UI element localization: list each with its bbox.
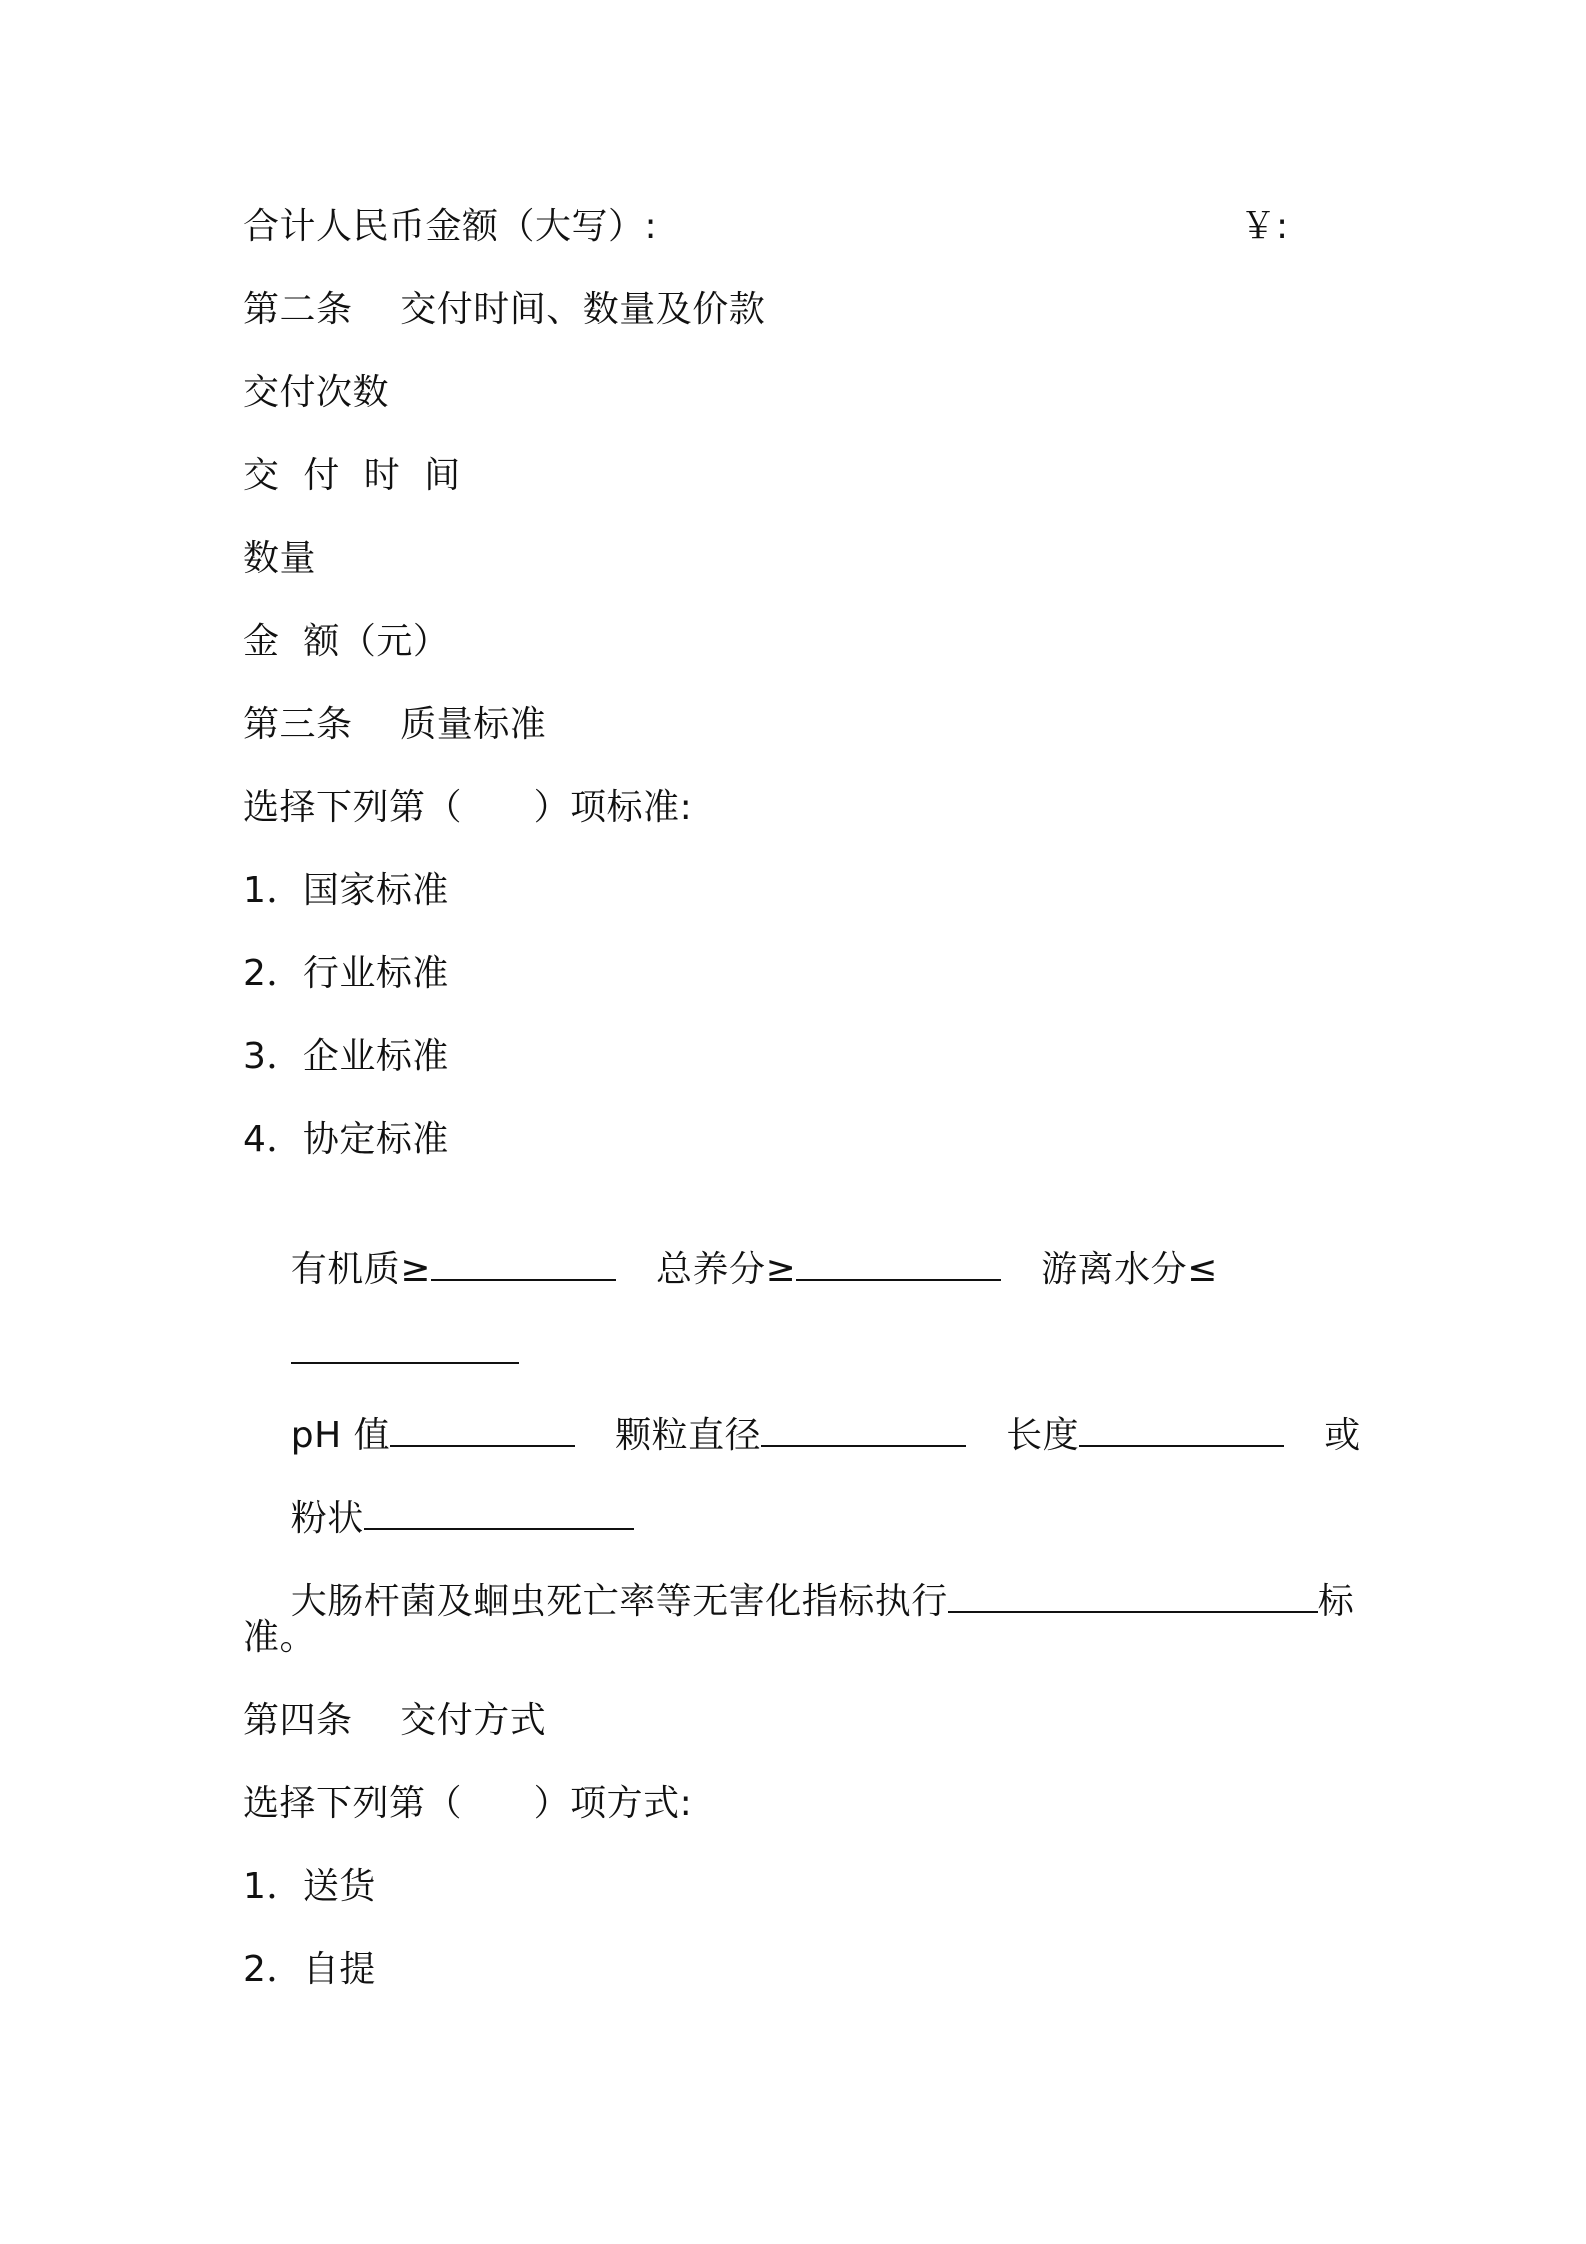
article-4-heading: 第四条 交付方式 xyxy=(243,1700,547,1741)
organic-matter-blank[interactable] xyxy=(431,1245,616,1281)
organic-matter-label: 有机质≥ xyxy=(290,1249,431,1290)
length-label: 长度 xyxy=(1006,1415,1080,1456)
delivery-time-label: 交 付 时 间 xyxy=(243,455,461,496)
total-nutrient-blank[interactable] xyxy=(796,1245,1001,1281)
standard-option-1: 1．国家标准 xyxy=(243,870,449,911)
or-label: 或 xyxy=(1324,1415,1361,1456)
delivery-count-label: 交付次数 xyxy=(243,372,390,413)
total-amount-label: 合计人民币金额（大写）: xyxy=(243,206,658,247)
standard-choice-line: 选择下列第（ ）项标准: xyxy=(243,787,693,828)
powder-label: 粉状 xyxy=(290,1498,364,1539)
delivery-method-option-2: 2．自提 xyxy=(243,1949,376,1990)
harmless-index-end: 准。 xyxy=(243,1617,317,1658)
total-nutrient-label: 总养分≥ xyxy=(655,1249,797,1290)
delivery-method-choice-line: 选择下列第（ ）项方式: xyxy=(243,1783,693,1824)
standard-option-4: 4．协定标准 xyxy=(243,1119,449,1160)
standard-option-2: 2．行业标准 xyxy=(243,953,449,994)
article-3-heading: 第三条 质量标准 xyxy=(243,704,547,745)
ph-blank[interactable] xyxy=(390,1411,575,1447)
amount-label: 金 额（元） xyxy=(243,621,450,662)
particle-diameter-blank[interactable] xyxy=(761,1411,966,1447)
ph-label: pH 值 xyxy=(290,1415,391,1456)
free-water-blank[interactable] xyxy=(291,1328,519,1364)
harmless-index-line xyxy=(243,1533,1354,1668)
powder-blank[interactable] xyxy=(364,1494,634,1530)
delivery-method-option-1: 1．送货 xyxy=(243,1866,376,1907)
yen-label: ￥: xyxy=(1240,206,1289,247)
harmless-index-blank[interactable] xyxy=(948,1577,1318,1613)
article-2-heading: 第二条 交付时间、数量及价款 xyxy=(243,289,766,330)
quantity-label: 数量 xyxy=(243,538,317,579)
particle-diameter-label: 颗粒直径 xyxy=(615,1415,762,1456)
free-water-label: 游离水分≤ xyxy=(1041,1249,1218,1290)
standard-option-3: 3．企业标准 xyxy=(243,1036,449,1077)
harmless-index-suffix: 标 xyxy=(1317,1581,1355,1622)
length-blank[interactable] xyxy=(1079,1411,1284,1447)
harmless-index-label: 大肠杆菌及蛔虫死亡率等无害化指标执行 xyxy=(290,1581,948,1622)
